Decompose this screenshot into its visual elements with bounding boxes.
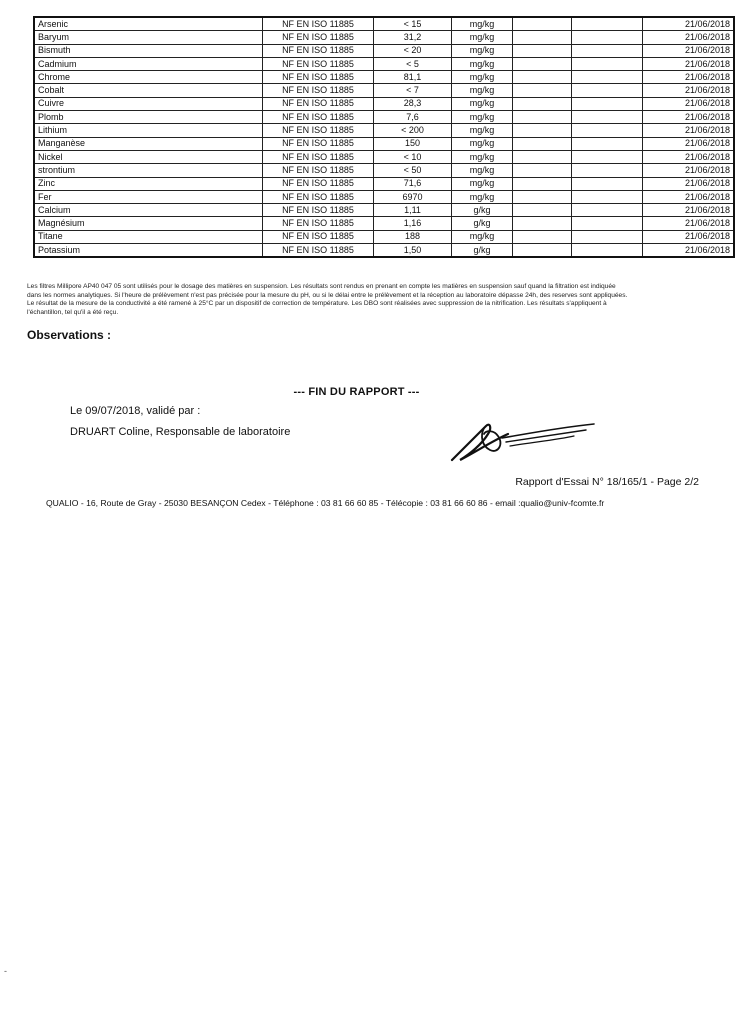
signer-line: DRUART Coline, Responsable de laboratoire [70,426,291,438]
value-cell: 150 [374,137,452,150]
date-cell: 21/06/2018 [643,111,735,124]
table-row [34,17,734,31]
notes-line: Le résultat de la mesure de la conductivité a été ramené à 25°C par un dispositif de correction de température. Les DBO sont réalisées avec suppression de la nitrification. Les résultats s'appliquent à [27,300,607,308]
table-row [34,190,734,203]
method-cell: NF EN ISO 11885 [263,84,374,97]
empty-cell [572,204,643,217]
method-cell: NF EN ISO 11885 [263,177,374,190]
method-cell: NF EN ISO 11885 [263,230,374,243]
empty-cell [572,97,643,110]
date-cell: 21/06/2018 [643,17,735,31]
table-row [34,124,734,137]
element-name-cell: Fer [34,190,263,203]
empty-cell [572,217,643,230]
value-cell: 188 [374,230,452,243]
empty-cell [513,137,572,150]
observations-heading: Observations : [27,328,112,342]
end-of-report-text: --- FIN DU RAPPORT --- [293,386,420,398]
table-row [34,71,734,84]
table-row [34,137,734,150]
element-name-cell: Arsenic [34,17,263,31]
date-cell: 21/06/2018 [643,71,735,84]
table-row [34,164,734,177]
value-cell: < 200 [374,124,452,137]
empty-cell [513,44,572,57]
date-cell: 21/06/2018 [643,217,735,230]
empty-cell [513,230,572,243]
empty-cell [513,204,572,217]
method-cell: NF EN ISO 11885 [263,190,374,203]
unit-cell: mg/kg [452,44,513,57]
date-cell: 21/06/2018 [643,137,735,150]
empty-cell [513,57,572,70]
analysis-notes [27,283,707,317]
method-cell: NF EN ISO 11885 [263,124,374,137]
results-table [33,16,735,258]
date-cell: 21/06/2018 [643,204,735,217]
empty-cell [513,177,572,190]
value-cell: 1,16 [374,217,452,230]
element-name-cell: Plomb [34,111,263,124]
date-cell: 21/06/2018 [643,124,735,137]
empty-cell [513,71,572,84]
element-name-cell: Titane [34,230,263,243]
margin-mark: - [4,966,7,976]
table-row [34,44,734,57]
element-name-cell: Baryum [34,31,263,44]
empty-cell [513,31,572,44]
empty-cell [572,164,643,177]
element-name-cell: Magnésium [34,217,263,230]
value-cell: < 10 [374,150,452,163]
value-cell: 1,50 [374,244,452,258]
method-cell: NF EN ISO 11885 [263,244,374,258]
report-reference: Rapport d'Essai N° 18/165/1 - Page 2/2 [515,476,699,488]
element-name-cell: Zinc [34,177,263,190]
unit-cell: mg/kg [452,190,513,203]
unit-cell: mg/kg [452,177,513,190]
date-cell: 21/06/2018 [643,190,735,203]
value-cell: 28,3 [374,97,452,110]
date-cell: 21/06/2018 [643,97,735,110]
table-row [34,217,734,230]
method-cell: NF EN ISO 11885 [263,111,374,124]
empty-cell [513,111,572,124]
lab-address-footer: QUALIO - 16, Route de Gray - 25030 BESANÇON Cedex - Téléphone : 03 81 66 60 85 - Télécopie : 03 81 66 60 86 - email :qualio@univ-fcomte.fr [46,498,605,508]
value-cell: < 20 [374,44,452,57]
method-cell: NF EN ISO 11885 [263,71,374,84]
date-cell: 21/06/2018 [643,177,735,190]
method-cell: NF EN ISO 11885 [263,164,374,177]
method-cell: NF EN ISO 11885 [263,97,374,110]
empty-cell [513,190,572,203]
empty-cell [572,124,643,137]
unit-cell: mg/kg [452,17,513,31]
method-cell: NF EN ISO 11885 [263,204,374,217]
element-name-cell: Calcium [34,204,263,217]
validation-date-line: Le 09/07/2018, validé par : [70,405,201,417]
element-name-cell: Cuivre [34,97,263,110]
unit-cell: mg/kg [452,57,513,70]
date-cell: 21/06/2018 [643,164,735,177]
element-name-cell: Nickel [34,150,263,163]
empty-cell [572,190,643,203]
empty-cell [572,137,643,150]
table-row [34,31,734,44]
unit-cell: mg/kg [452,230,513,243]
method-cell: NF EN ISO 11885 [263,44,374,57]
value-cell: 71,6 [374,177,452,190]
empty-cell [572,44,643,57]
unit-cell: mg/kg [452,111,513,124]
element-name-cell: strontium [34,164,263,177]
date-cell: 21/06/2018 [643,57,735,70]
empty-cell [513,217,572,230]
value-cell: < 5 [374,57,452,70]
notes-line: dans les normes analytiques. Si l'heure de prélèvement n'est pas précisée pour la mesure du pH, ou si le délai entre le prélèvement et la réception au laboratoire dépasse 24h, des reserves sont appliquées. [27,291,628,299]
table-row [34,244,734,258]
empty-cell [572,177,643,190]
table-row [34,57,734,70]
method-cell: NF EN ISO 11885 [263,137,374,150]
notes-line: l'échantillon, tel qu'il a été reçu. [27,308,119,316]
unit-cell: g/kg [452,244,513,258]
unit-cell: mg/kg [452,71,513,84]
element-name-cell: Lithium [34,124,263,137]
value-cell: 31,2 [374,31,452,44]
value-cell: 6970 [374,190,452,203]
date-cell: 21/06/2018 [643,244,735,258]
empty-cell [572,84,643,97]
table-row [34,150,734,163]
method-cell: NF EN ISO 11885 [263,17,374,31]
date-cell: 21/06/2018 [643,44,735,57]
empty-cell [513,97,572,110]
table-row [34,97,734,110]
empty-cell [572,244,643,258]
value-cell: 81,1 [374,71,452,84]
empty-cell [572,31,643,44]
empty-cell [572,71,643,84]
method-cell: NF EN ISO 11885 [263,57,374,70]
method-cell: NF EN ISO 11885 [263,31,374,44]
unit-cell: mg/kg [452,150,513,163]
element-name-cell: Bismuth [34,44,263,57]
date-cell: 21/06/2018 [643,230,735,243]
empty-cell [513,244,572,258]
notes-line: Les filtres Millipore AP40 047 05 sont utilisés pour le dosage des matières en suspension. Les résultats sont rendus en prenant en compte les matières en suspension sauf quand la filtration est indiquée [27,283,616,290]
unit-cell: mg/kg [452,31,513,44]
method-cell: NF EN ISO 11885 [263,150,374,163]
table-row [34,230,734,243]
element-name-cell: Cadmium [34,57,263,70]
element-name-cell: Cobalt [34,84,263,97]
empty-cell [572,57,643,70]
unit-cell: mg/kg [452,97,513,110]
table-row [34,204,734,217]
date-cell: 21/06/2018 [643,84,735,97]
table-row [34,177,734,190]
value-cell: 7,6 [374,111,452,124]
empty-cell [572,111,643,124]
empty-cell [572,230,643,243]
value-cell: < 7 [374,84,452,97]
value-cell: 1,11 [374,204,452,217]
value-cell: < 15 [374,17,452,31]
empty-cell [572,150,643,163]
unit-cell: g/kg [452,204,513,217]
date-cell: 21/06/2018 [643,150,735,163]
end-of-report-marker [0,386,745,398]
element-name-cell: Manganèse [34,137,263,150]
empty-cell [513,124,572,137]
unit-cell: mg/kg [452,137,513,150]
method-cell: NF EN ISO 11885 [263,217,374,230]
table-row [34,84,734,97]
empty-cell [513,17,572,31]
element-name-cell: Potassium [34,244,263,258]
date-cell: 21/06/2018 [643,31,735,44]
handwritten-signature [446,414,606,466]
empty-cell [513,150,572,163]
value-cell: < 50 [374,164,452,177]
element-name-cell: Chrome [34,71,263,84]
unit-cell: mg/kg [452,164,513,177]
unit-cell: mg/kg [452,84,513,97]
empty-cell [572,17,643,31]
unit-cell: mg/kg [452,124,513,137]
unit-cell: g/kg [452,217,513,230]
table-row [34,111,734,124]
empty-cell [513,84,572,97]
empty-cell [513,164,572,177]
